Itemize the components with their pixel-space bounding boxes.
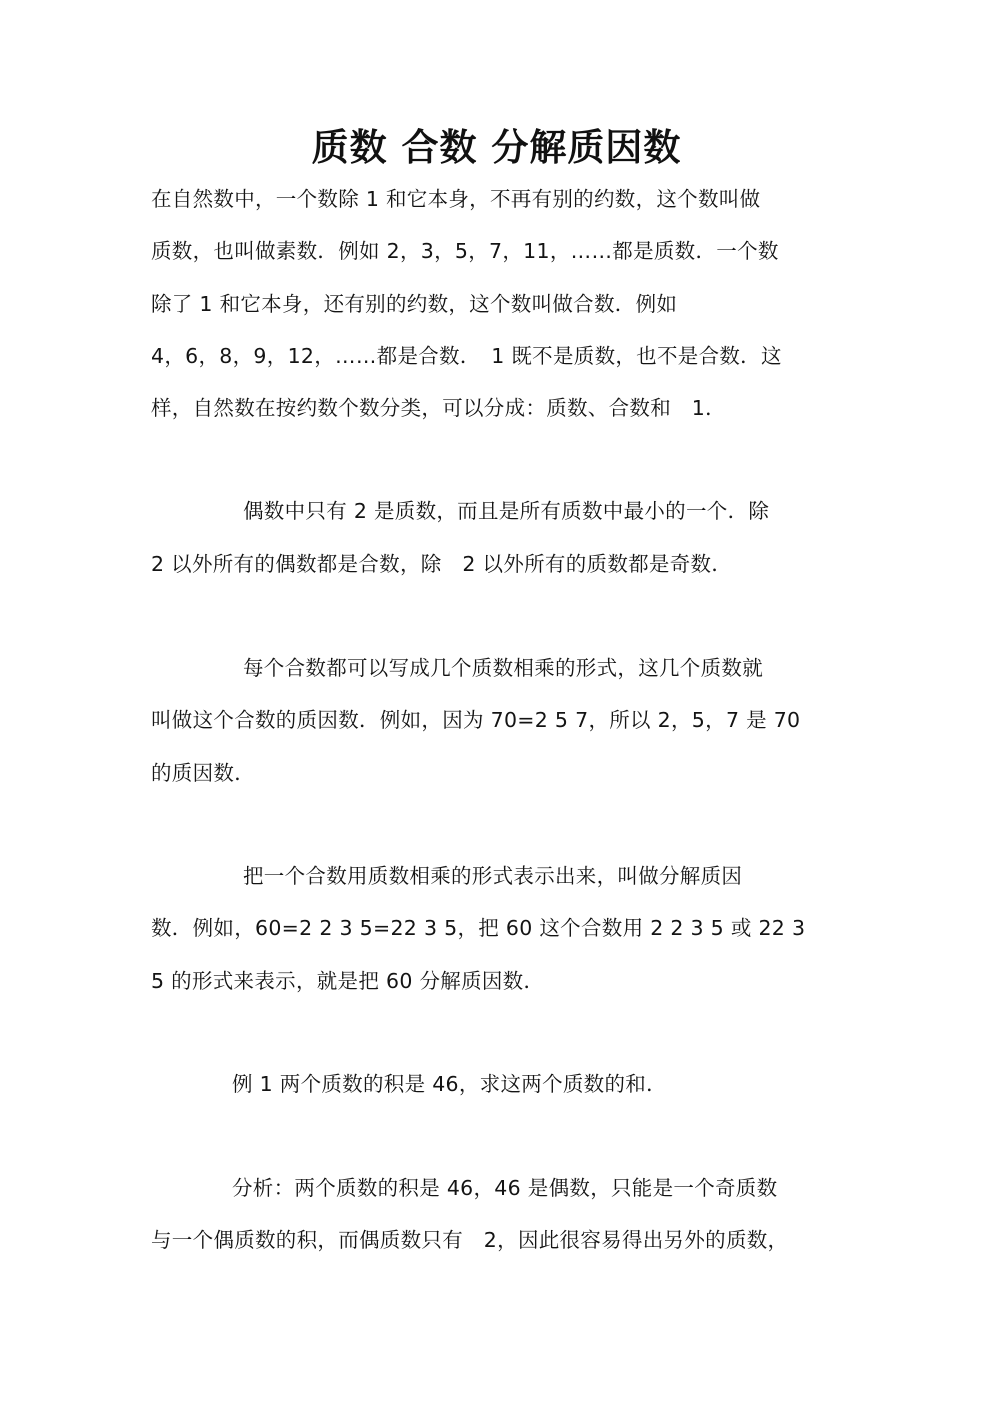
paragraph-factorization-line-1: 把一个合数用质数相乘的形式表示出来，叫做分解质因: [243, 864, 743, 888]
paragraph-definition-line-5: 样，自然数在按约数个数分类，可以分成：质数、合数和 1．: [151, 396, 726, 420]
paragraph-definition-line-4: 4，6，8，9，12，……都是合数． 1 既不是质数，也不是合数．这: [151, 344, 782, 368]
example-1-line-1: 例 1 两个质数的积是 46，求这两个质数的和．: [232, 1072, 667, 1096]
paragraph-prime-factors-line-2: 叫做这个合数的质因数．例如，因为 70=2 5 7，所以 2，5，7 是 70: [151, 708, 801, 732]
analysis-line-1: 分析：两个质数的积是 46，46 是偶数，只能是一个奇质数: [232, 1176, 778, 1200]
paragraph-even-primes-line-1: 偶数中只有 2 是质数，而且是所有质数中最小的一个．除: [243, 499, 770, 523]
paragraph-prime-factors-line-1: 每个合数都可以写成几个质数相乘的形式，这几个质数就: [243, 656, 763, 680]
paragraph-factorization-line-3: 5 的形式来表示，就是把 60 分解质因数．: [151, 969, 545, 993]
paragraph-definition-line-1: 在自然数中，一个数除 1 和它本身，不再有别的约数，这个数叫做: [151, 187, 761, 211]
paragraph-definition-line-2: 质数，也叫做素数．例如 2，3，5，7，11，……都是质数．一个数: [151, 239, 779, 263]
analysis-line-2: 与一个偶质数的积，而偶质数只有 2，因此很容易得出另外的质数，: [151, 1228, 789, 1252]
paragraph-even-primes-line-2: 2 以外所有的偶数都是合数，除 2 以外所有的质数都是奇数．: [151, 552, 733, 576]
paragraph-factorization-line-2: 数．例如，60=2 2 3 5=22 3 5，把 60 这个合数用 2 2 3 5 或 22 3: [151, 916, 806, 940]
paragraph-definition-line-3: 除了 1 和它本身，还有别的约数，这个数叫做合数．例如: [151, 292, 678, 316]
document-title: 质数 合数 分解质因数: [311, 125, 682, 169]
paragraph-prime-factors-line-3: 的质因数．: [151, 761, 255, 785]
